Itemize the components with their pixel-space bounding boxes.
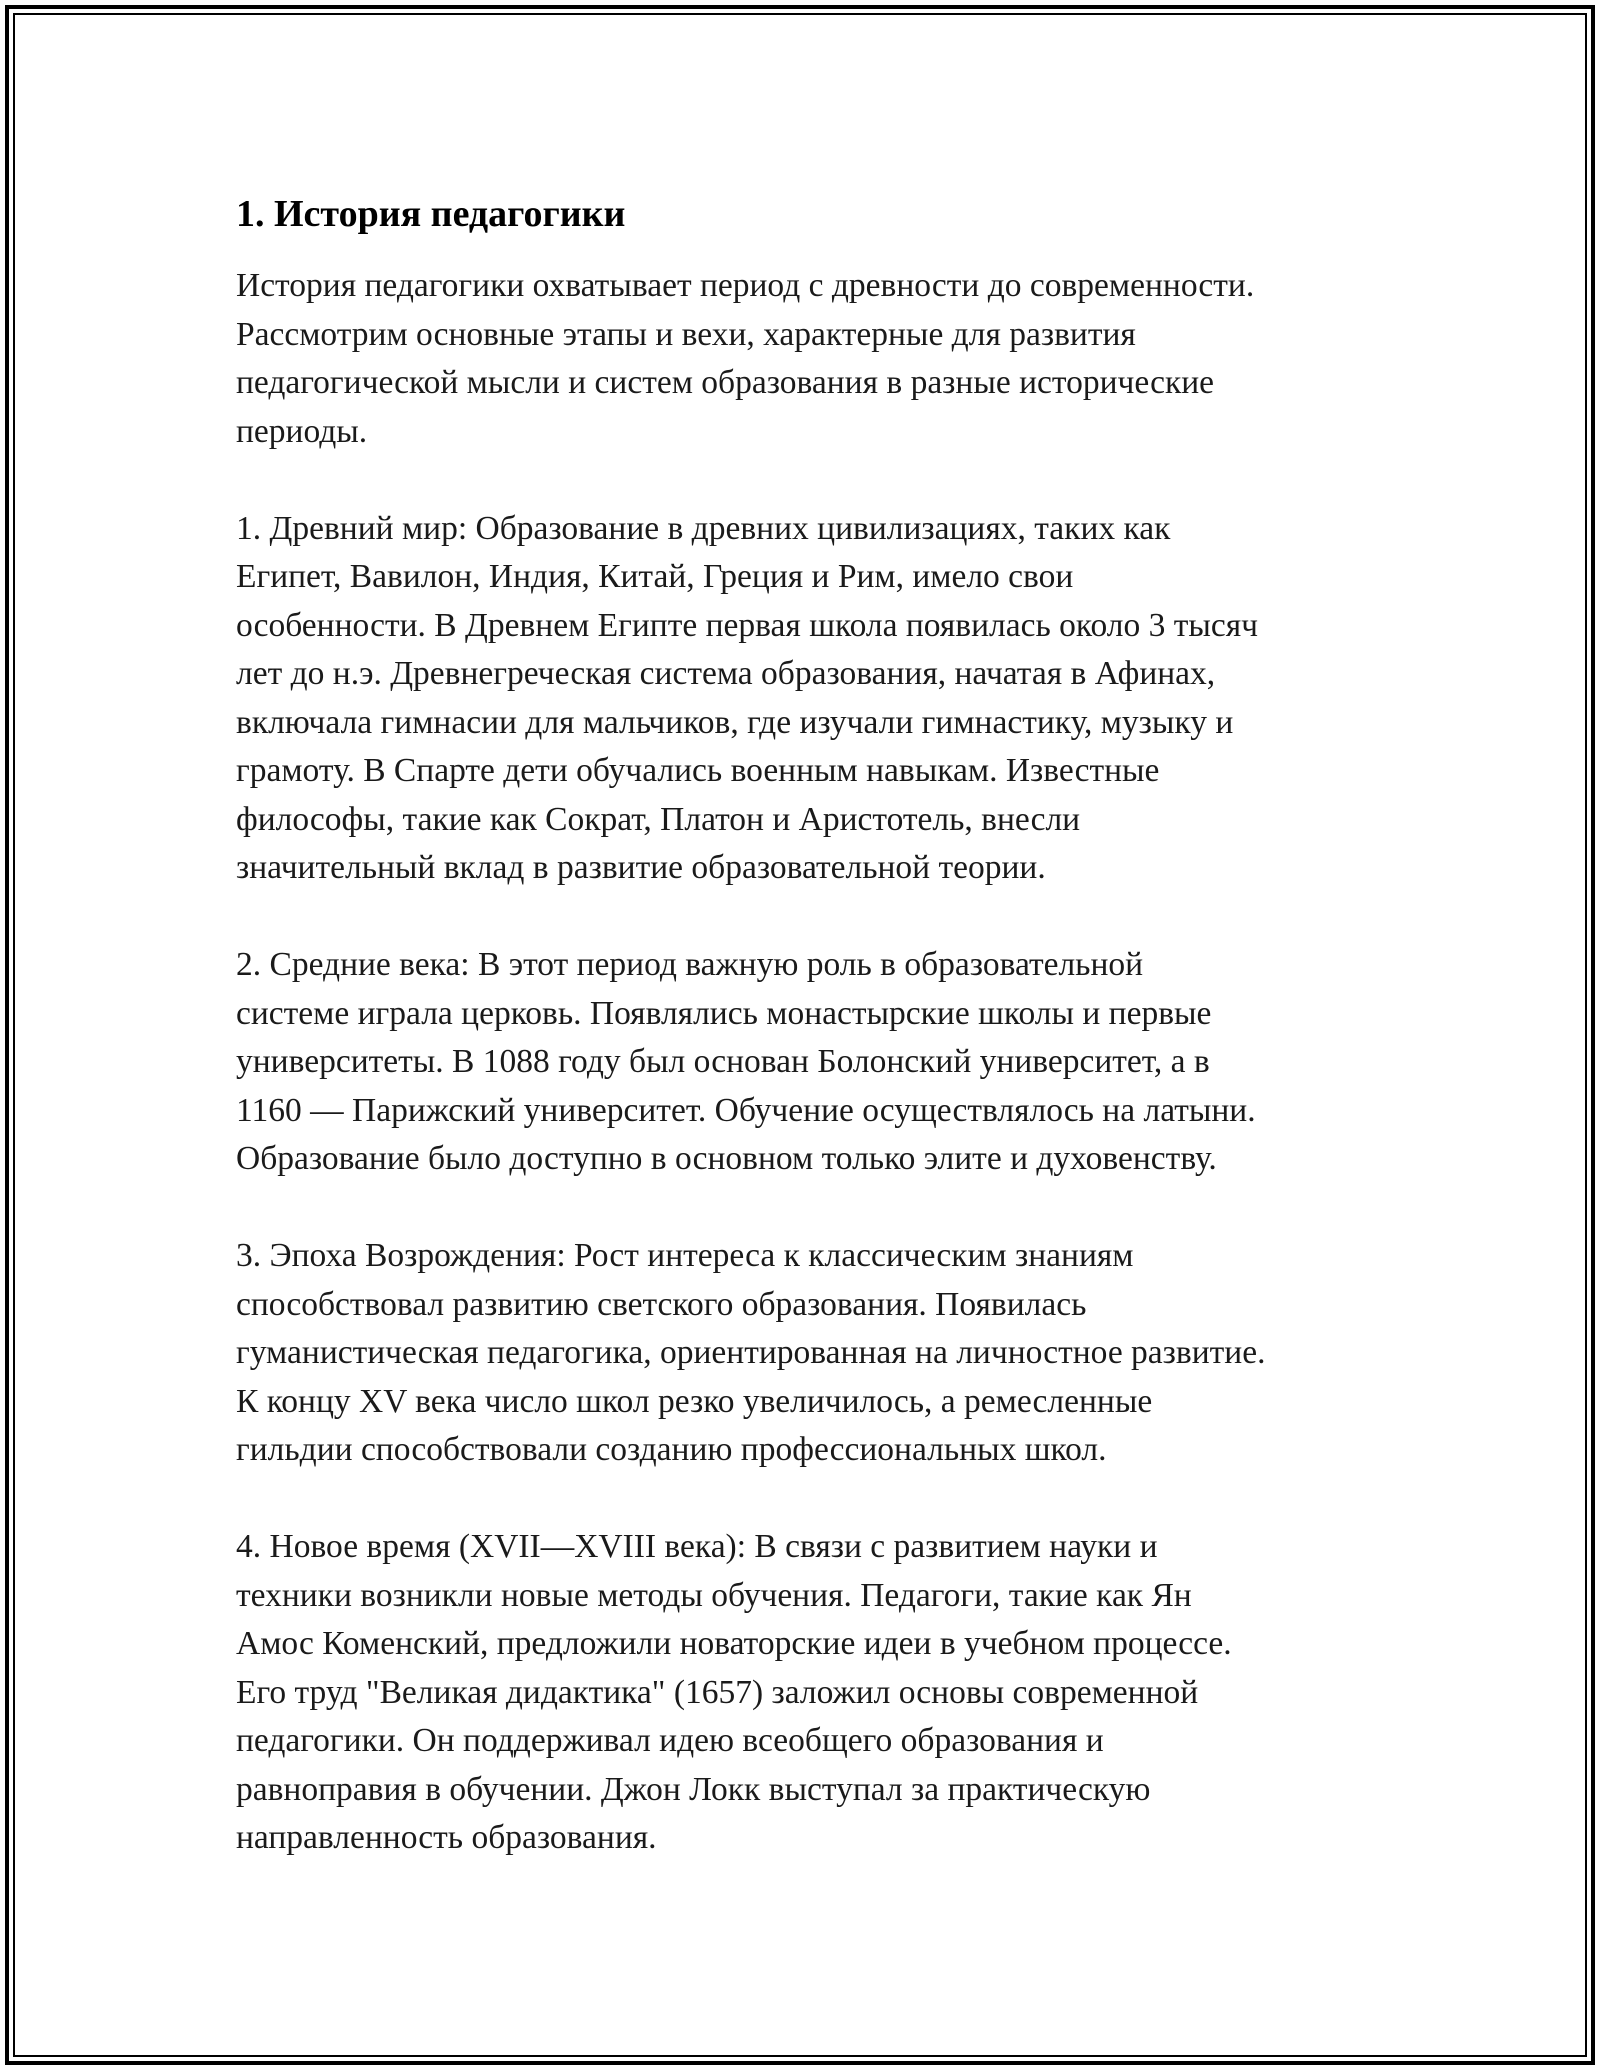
paragraph-line: 1160 — Парижский университет. Обучение осуществлялось на латыни. xyxy=(236,1091,1256,1129)
paragraph-line: Амос Коменский, предложили новаторские идеи в учебном процессе. xyxy=(236,1625,1232,1662)
paragraph-line: лет до н.э. Древнегреческая система образования, начатая в Афинах, xyxy=(236,655,1216,692)
paragraph-modern-era xyxy=(236,1523,1386,1863)
paragraph-line: 2. Средние века: В этот период важную роль в образовательной xyxy=(236,946,1144,983)
paragraph-line: педагогики. Он поддерживал идею всеобщего образования и xyxy=(236,1722,1104,1759)
paragraph-line: направленность образования. xyxy=(236,1819,657,1856)
paragraph-line: техники возникли новые методы обучения. Педагоги, такие как Ян xyxy=(236,1576,1192,1614)
paragraph-line: К концу XV века число школ резко увеличилось, а ремесленные xyxy=(236,1382,1153,1420)
paragraph-middle-ages xyxy=(236,941,1386,1184)
paragraph-line: гуманистическая педагогика, ориентированная на личностное развитие. xyxy=(236,1334,1266,1371)
paragraph-line: Рассмотрим основные этапы и вехи, характерные для развития xyxy=(236,315,1136,353)
paragraph-line: гильдии способствовали созданию профессиональных школ. xyxy=(236,1431,1107,1468)
paragraph-line: Его труд "Великая дидактика" (1657) заложил основы современной xyxy=(236,1673,1199,1711)
paragraph-line: системе играла церковь. Появлялись монастырские школы и первые xyxy=(236,994,1212,1032)
paragraph-line: 1. Древний мир: Образование в древних цивилизациях, таких как xyxy=(236,509,1171,547)
paragraph-line: История педагогики охватывает период с древности до современности. xyxy=(236,267,1255,304)
paragraph-line: равноправия в обучении. Джон Локк выступал за практическую xyxy=(236,1770,1151,1808)
paragraph-line: Египет, Вавилон, Индия, Китай, Греция и Рим, имело свои xyxy=(236,558,1074,595)
paragraph-line: способствовал развитию светского образования. Появилась xyxy=(236,1285,1087,1323)
paragraph-line: включала гимнасии для мальчиков, где изучали гимнастику, музыку и xyxy=(236,703,1234,741)
document-body xyxy=(236,186,1386,1911)
paragraph-line: 4. Новое время (XVII—XVIII века): В связи с развитием науки и xyxy=(236,1528,1158,1565)
paragraph-renaissance xyxy=(236,1232,1386,1475)
paragraph-intro xyxy=(236,262,1386,456)
paragraph-line: значительный вклад в развитие образовательной теории. xyxy=(236,849,1046,886)
paragraph-line: университеты. В 1088 году был основан Болонский университет, а в xyxy=(236,1043,1210,1080)
paragraph-line: педагогической мысли и систем образования в разные исторические xyxy=(236,364,1215,401)
paragraph-ancient-world xyxy=(236,505,1386,893)
paragraph-line: особенности. В Древнем Египте первая школа появилась около 3 тысяч xyxy=(236,606,1259,644)
paragraph-line: периоды. xyxy=(236,412,368,450)
paragraph-line: Образование было доступно в основном только элите и духовенству. xyxy=(236,1140,1217,1177)
paragraph-line: философы, такие как Сократ, Платон и Аристотель, внесли xyxy=(236,800,1081,838)
paragraph-line: 3. Эпоха Возрождения: Рост интереса к классическим знаниям xyxy=(236,1237,1134,1274)
section-title: 1. История педагогики xyxy=(236,193,626,235)
paragraph-line: грамоту. В Спарте дети обучались военным навыкам. Известные xyxy=(236,752,1160,789)
